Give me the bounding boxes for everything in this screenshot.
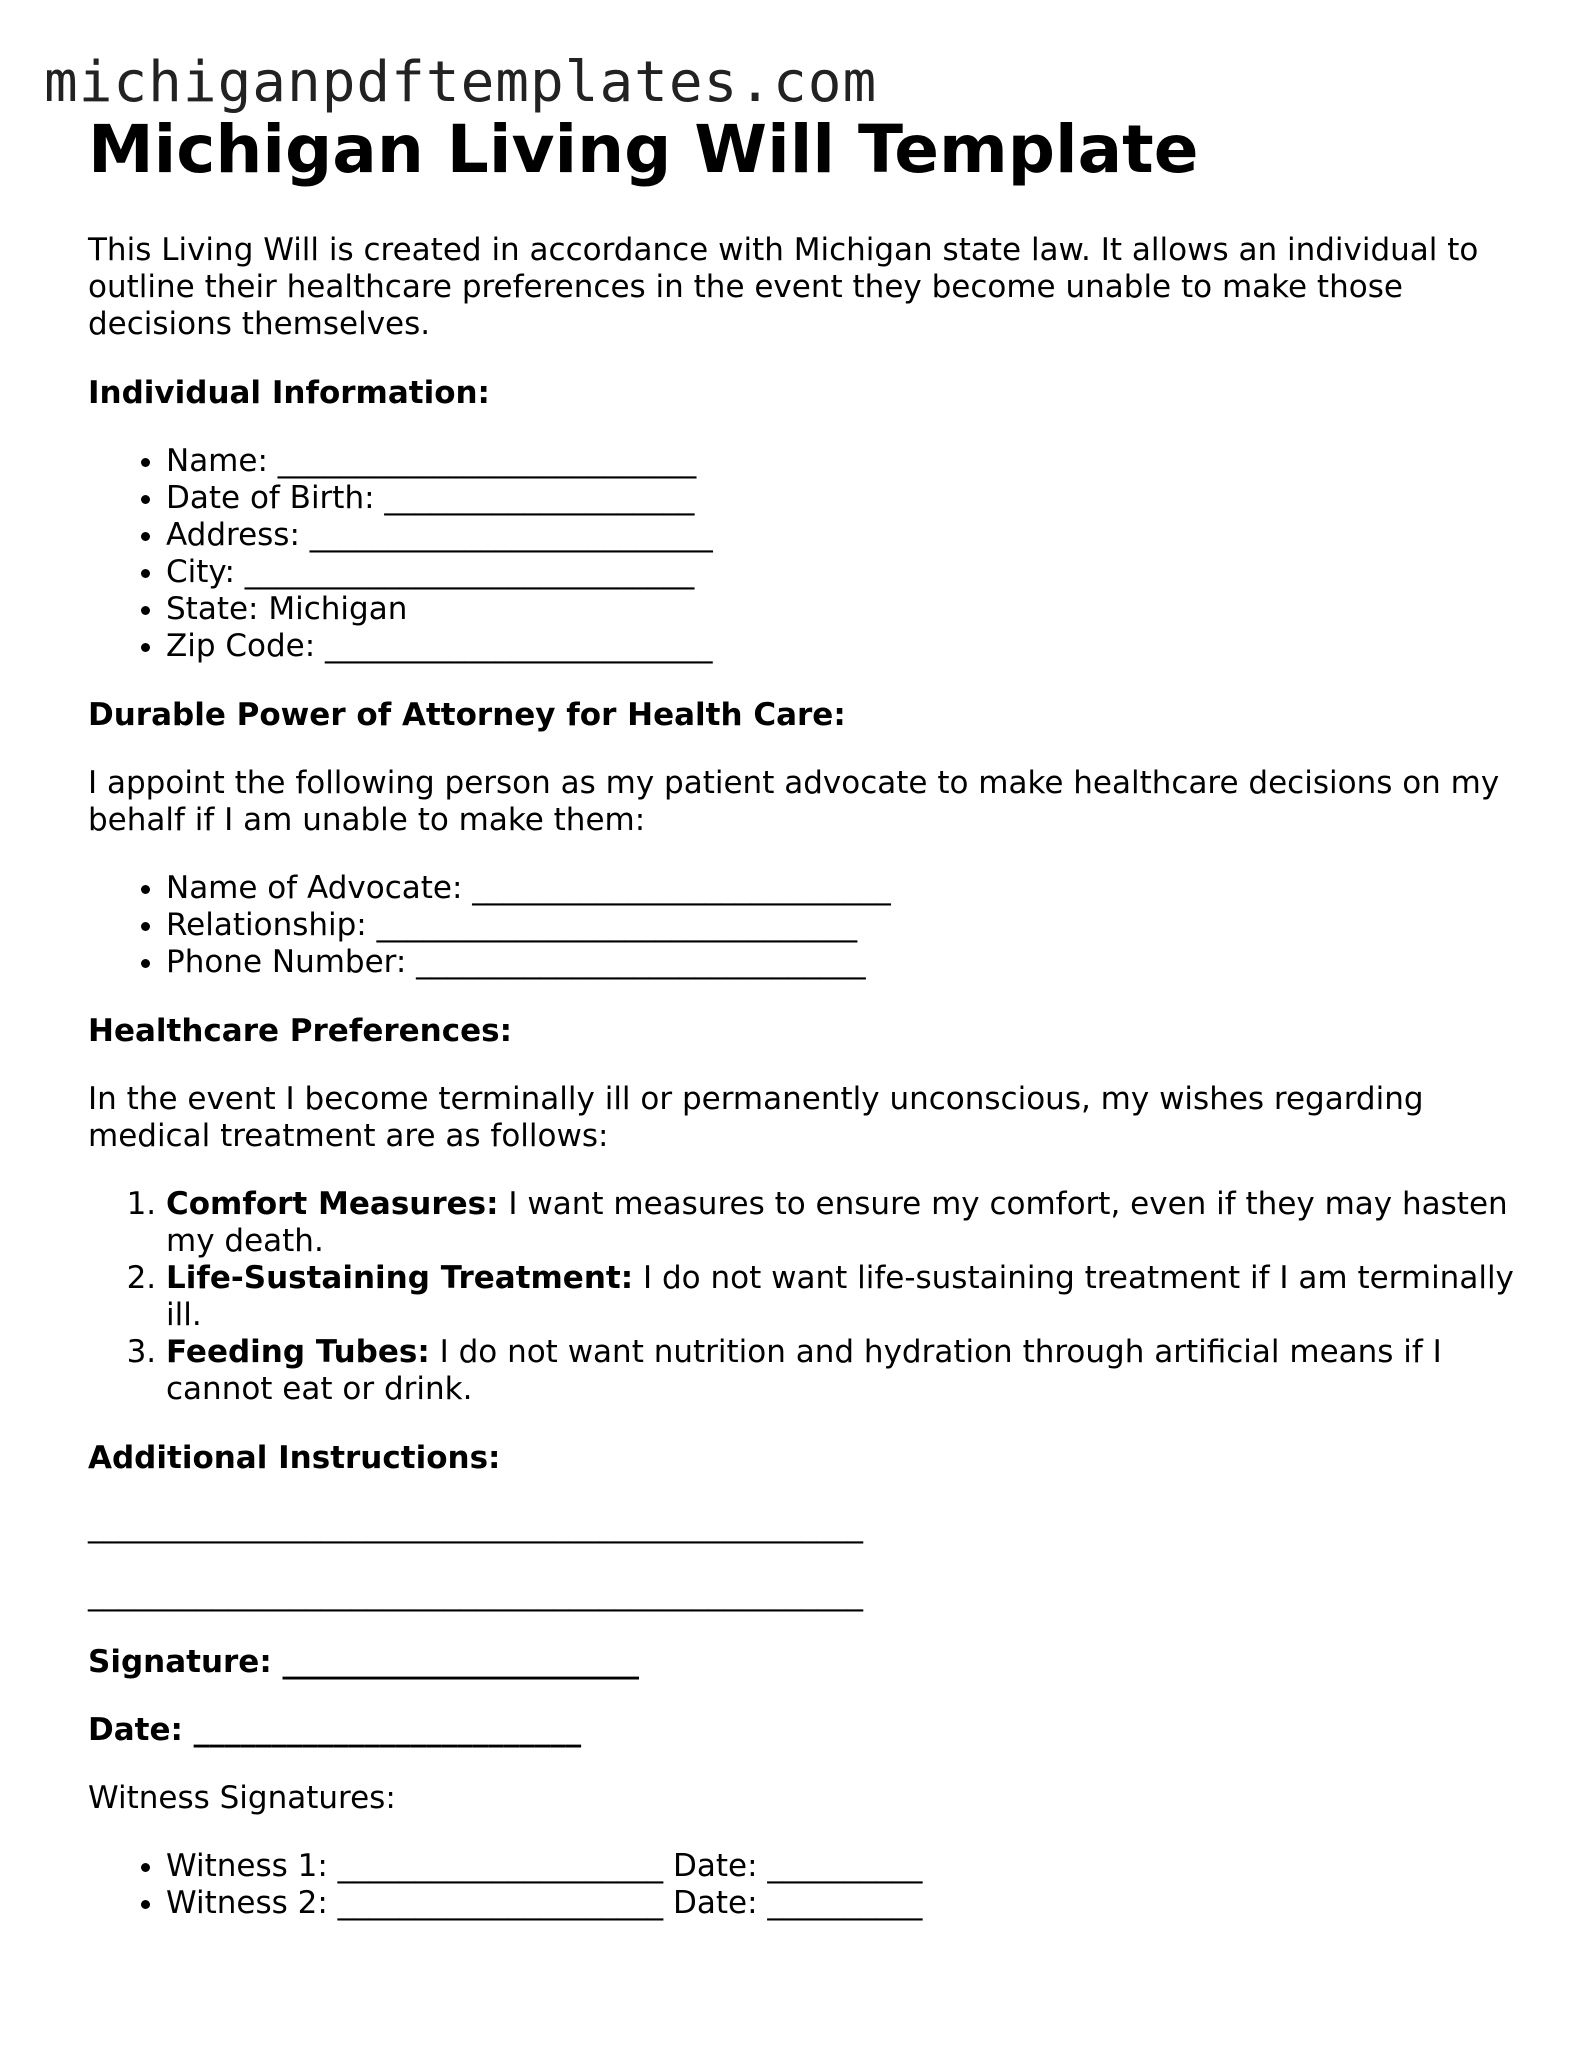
poa-heading: Durable Power of Attorney for Health Care: (88, 697, 846, 733)
city-field[interactable]: • City: _____________________________ (166, 554, 1528, 591)
additional-instructions-heading: Additional Instructions: (88, 1440, 501, 1476)
preferences-heading: Healthcare Preferences: (88, 1013, 512, 1049)
preference-item-life-sustaining (166, 1260, 1528, 1334)
preference-term: Feeding Tubes: (166, 1334, 430, 1370)
individual-info-heading: Individual Information: (88, 375, 490, 411)
phone-number-field[interactable]: • Phone Number: _____________________________ (166, 944, 1528, 981)
zip-code-field[interactable]: • Zip Code: _________________________ (166, 628, 1528, 665)
witness-list (88, 1848, 1528, 1922)
date-of-birth-field[interactable]: • Date of Birth: ____________________ (166, 480, 1528, 517)
signature-field[interactable]: Signature: _______________________ (88, 1644, 640, 1680)
preference-item-feeding-tubes (166, 1334, 1528, 1408)
intro-paragraph: This Living Will is created in accordance with Michigan state law. It allows an individual to outline their healthcare preferences in the event they become unable to make those decisions themselves. (88, 232, 1479, 342)
preference-item-comfort (166, 1186, 1528, 1260)
document-body (88, 108, 1528, 1922)
witness-heading: Witness Signatures: (88, 1780, 396, 1816)
advocate-list (88, 870, 1528, 981)
instructions-line[interactable]: __________________________________________________ (88, 1508, 863, 1544)
preference-text: I do not want nutrition and hydration through artificial means if I cannot eat or drink. (166, 1334, 1442, 1407)
instructions-line[interactable]: __________________________________________________ (88, 1576, 863, 1612)
preference-text: I want measures to ensure my comfort, even if they may hasten my death. (166, 1186, 1508, 1259)
advocate-name-field[interactable]: • Name of Advocate: ___________________________ (166, 870, 1528, 907)
preferences-paragraph: In the event I become terminally ill or permanently unconscious, my wishes regarding medical treatment are as follows: (88, 1081, 1424, 1154)
relationship-field[interactable]: • Relationship: _______________________________ (166, 907, 1528, 944)
preferences-list (88, 1186, 1528, 1408)
preference-text: I do not want life-sustaining treatment if I am terminally ill. (166, 1260, 1514, 1333)
address-field[interactable]: • Address: __________________________ (166, 517, 1528, 554)
watermark: michiganpdftemplates.com (44, 50, 878, 115)
state-field: • State: Michigan (166, 591, 1528, 628)
witness-2-field[interactable]: • Witness 2: _____________________ Date: __________ (166, 1885, 1528, 1922)
witness-1-field[interactable]: • Witness 1: _____________________ Date: __________ (166, 1848, 1528, 1885)
preference-term: Comfort Measures: (166, 1186, 499, 1222)
name-field[interactable]: • Name: ___________________________ (166, 443, 1528, 480)
preference-term: Life-Sustaining Treatment: (166, 1260, 634, 1296)
page-title: Michigan Living Will Template (88, 111, 1199, 188)
individual-info-list (88, 443, 1528, 665)
date-field[interactable]: Date: _________________________ (88, 1712, 582, 1748)
poa-paragraph: I appoint the following person as my patient advocate to make healthcare decisions on my behalf if I am unable to make them: (88, 765, 1500, 838)
